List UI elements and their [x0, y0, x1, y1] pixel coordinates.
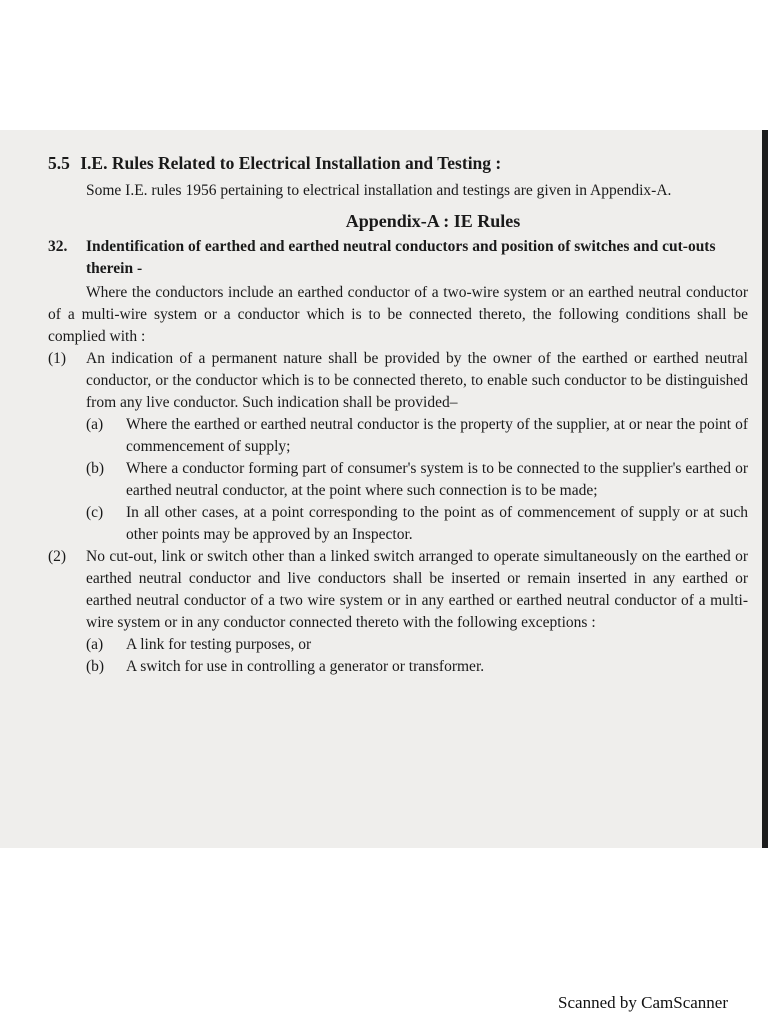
scanner-watermark: Scanned by CamScanner: [558, 993, 728, 1012]
clause-mark: (2): [48, 548, 67, 565]
document-content: [48, 150, 748, 678]
clause-text: An indication of a permanent nature shall be provided by the owner of the earthed or earthed neutral conductor, or the conductor which is to be connected thereto, to enable such conductor to be distinguished from any live conductor. Such indication shall be provided–: [86, 350, 748, 411]
sub-clause-mark: (a): [86, 416, 104, 433]
appendix-title: Appendix-A : IE Rules: [345, 211, 521, 231]
sub-clause-text: In all other cases, at a point corresponding to the point as of commencement of supply or at such other points may be approved by an Inspector.: [126, 504, 748, 543]
sub-clause-text: Where the earthed or earthed neutral conductor is the property of the supplier, at or near the point of commencement of supply;: [126, 416, 748, 455]
clause: [48, 348, 748, 414]
section-title: I.E. Rules Related to Electrical Installation and Testing :: [80, 153, 502, 173]
sub-clause: [86, 634, 748, 656]
sub-clause: [86, 414, 748, 458]
section-heading: [48, 152, 748, 174]
top-margin: [0, 0, 768, 150]
sub-clause: [86, 502, 748, 546]
rule-title: Indentification of earthed and earthed neutral conductors and position of switches and cut-outs therein -: [86, 238, 716, 277]
sub-clause-text: Where a conductor forming part of consumer's system is to be connected to the supplier's earthed or earthed neutral conductor, at the point where such connection is to be made;: [126, 460, 748, 499]
sub-clause-mark: (a): [86, 636, 104, 653]
sub-clause-mark: (b): [86, 658, 105, 675]
sub-clause-mark: (c): [86, 504, 104, 521]
clause-mark: (1): [48, 350, 67, 367]
sub-clause-mark: (b): [86, 460, 105, 477]
clause-text: No cut-out, link or switch other than a linked switch arranged to operate simultaneously on the earthed or earthed neutral conductor and live conductors shall be inserted or remain inserted in any earthed or earthed neutral conductor of a two wire system or in any earthed or earthed neutral conductor of a multi-wire system or in any conductor connected thereto with the following exceptions :: [86, 548, 748, 631]
rule-heading: [48, 236, 748, 280]
clause: [48, 546, 748, 634]
rule-number: 32.: [48, 238, 68, 255]
rule-body: Where the conductors include an earthed conductor of a two-wire system or an earthed neutral conductor of a multi-wire system or a conductor which is to be connected thereto, the following conditions shall be complied with :: [48, 284, 748, 345]
sub-clause-text: A switch for use in controlling a generator or transformer.: [126, 658, 485, 675]
sub-clause: [86, 656, 748, 678]
section-intro: Some I.E. rules 1956 pertaining to electrical installation and testings are given in Appendix-A.: [86, 182, 672, 199]
sub-clause: [86, 458, 748, 502]
section-number: 5.5: [48, 153, 70, 173]
sub-clause-text: A link for testing purposes, or: [126, 636, 312, 653]
